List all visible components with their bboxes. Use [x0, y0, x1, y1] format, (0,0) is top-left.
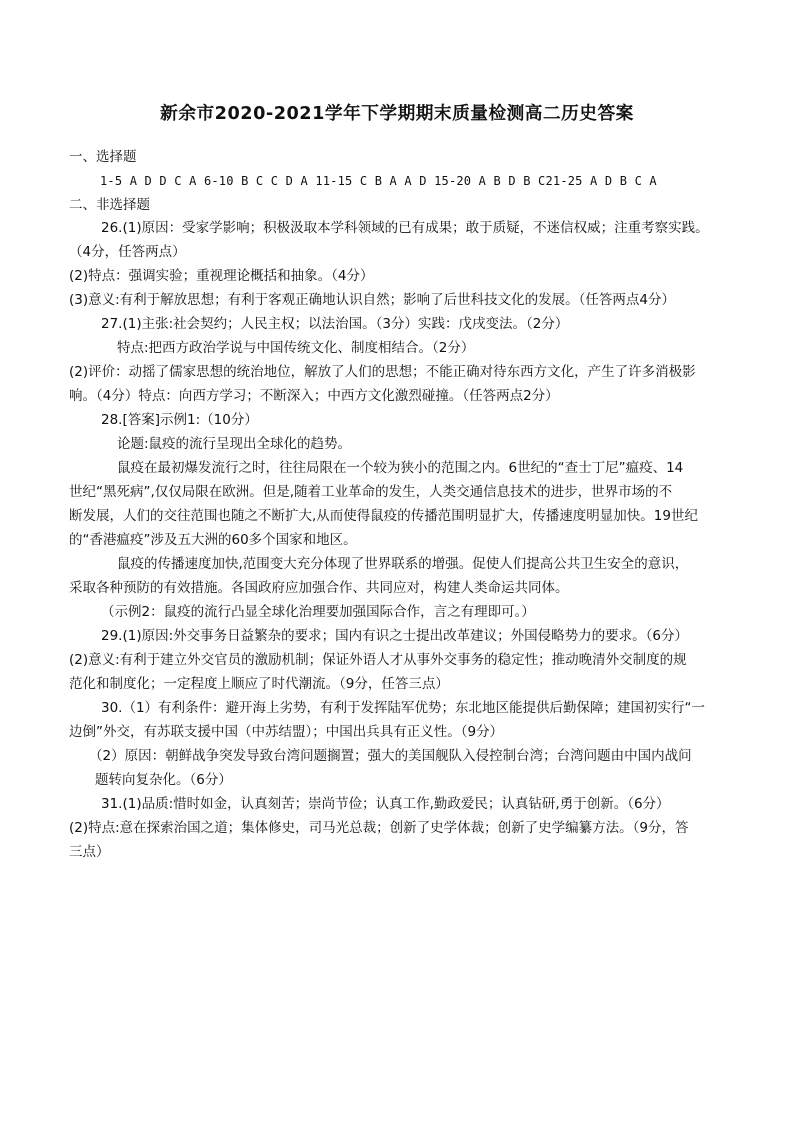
- answer-line: (3)意义:有利于解放思想；有利于客观正确地认识自然；影响了后世科技文化的发展。（任答两点4分）: [69, 292, 676, 308]
- answer-line: (2)特点：强调实验；重视理论概括和抽象。（4分）: [69, 268, 374, 284]
- answer-line: （示例2：鼠疫的流行凸显全球化治理要加强国际合作，言之有理即可。）: [101, 604, 535, 620]
- answer-line: 28.[答案]示例1:（10分）: [101, 412, 258, 428]
- answer-line: （4分，任答两点）: [69, 244, 186, 260]
- answer-line: 论题:鼠疫的流行呈现出全球化的趋势。: [117, 436, 352, 452]
- answer-line: (2)评价：动摇了儒家思想的统治地位，解放了人们的思想；不能正确对待东西方文化，产生了许多消极影: [69, 364, 696, 380]
- section-heading-choice: 一、选择题: [69, 149, 137, 165]
- answer-line: 响。（4分）特点：向西方学习；不断深入；中西方文化激烈碰撞。（任答两点2分）: [69, 388, 559, 404]
- answer-line: 31.(1)品质:惜时如金，认真刻苦；崇尚节俭；认真工作,勤政爱民；认真钻研,勇于创新。（6分）: [101, 796, 670, 812]
- section-heading-nonchoice: 二、非选择题: [69, 197, 150, 213]
- answer-line: 的“香港瘟疫”涉及五大洲的60多个国家和地区。: [69, 532, 357, 548]
- answer-line: 鼠疫在最初爆发流行之时，往往局限在一个较为狭小的范围之内。6世纪的“查士丁尼”瘟疫、14: [117, 460, 684, 476]
- answer-line: (2)特点:意在探索治国之道；集体修史，司马光总裁；创新了史学体裁；创新了史学编纂方法。（9分，答: [69, 820, 689, 836]
- answer-line: 采取各种预防的有效措施。各国政府应加强合作、共同应对，构建人类命运共同体。: [69, 580, 569, 596]
- answer-line: 世纪“黑死病”,仅仅局限在欧洲。但是,随着工业革命的发生，人类交通信息技术的进步，世界市场的不: [69, 484, 673, 500]
- answer-line: 范化和制度化；一定程度上顺应了时代潮流。（9分，任答三点）: [69, 676, 449, 692]
- answer-line: （2）原因：朝鲜战争突发导致台湾问题搁置；强大的美国舰队入侵控制台湾；台湾问题由中国内战问: [89, 748, 692, 764]
- answer-line: 断发展，人们的交往范围也随之不断扩大,从而使得鼠疫的传播范围明显扩大，传播速度明显加快。19世纪: [69, 508, 698, 524]
- answer-line: 29.(1)原因:外交事务日益繁杂的要求；国内有识之士提出改革建议；外国侵略势力的要求。（6分）: [101, 628, 688, 644]
- page-title: 新余市2020-2021学年下学期期末质量检测高二历史答案: [160, 104, 634, 124]
- answer-line: 30.（1）有利条件：避开海上劣势，有利于发挥陆军优势；东北地区能提供后勤保障；建国初实行“一: [101, 700, 706, 716]
- answer-line: 题转向复杂化。（6分）: [95, 772, 232, 788]
- answer-line: 三点）: [69, 844, 110, 860]
- answer-line: 特点:把西方政治学说与中国传统文化、制度相结合。（2分）: [117, 340, 475, 356]
- answer-line: 26.(1)原因：受家学影响；积极汲取本学科领域的已有成果；敢于质疑，不迷信权威；注重考察实践。: [101, 220, 709, 236]
- answer-line: 27.(1)主张:社会契约；人民主权；以法治国。（3分）实践：戊戌变法。（2分）: [101, 316, 569, 332]
- answer-line: 鼠疫的传播速度加快,范围变大充分体现了世界联系的增强。促使人们提高公共卫生安全的意识，: [117, 556, 689, 572]
- choice-answers: 1-5 A D D C A 6-10 B C C D A 11-15 C B A A D 15-20 A B D B C21-25 A D B C A: [100, 174, 657, 188]
- answer-line: (2)意义:有利于建立外交官员的激励机制；保证外语人才从事外交事务的稳定性；推动晚清外交制度的规: [69, 652, 687, 668]
- answer-line: 边倒”外交，有苏联支援中国（中苏结盟）；中国出兵具有正义性。（9分）: [69, 724, 504, 740]
